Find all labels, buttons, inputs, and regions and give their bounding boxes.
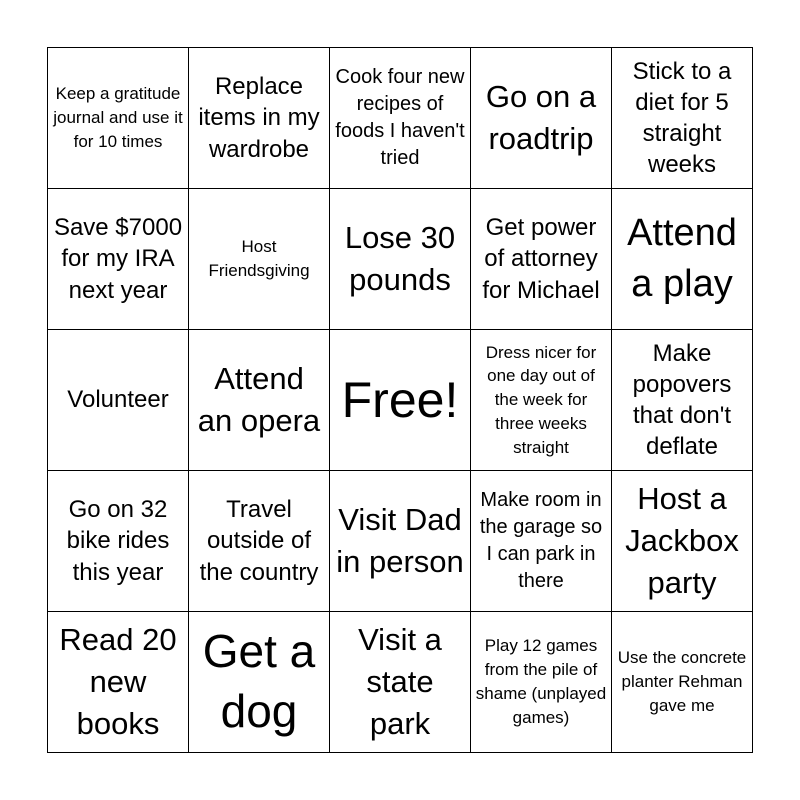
bingo-cell-r1c1[interactable]: Keep a gratitude journal and use it for 10 times bbox=[48, 48, 189, 189]
bingo-cell-r1c4[interactable]: Go on a roadtrip bbox=[471, 48, 612, 189]
bingo-cell-r4c4[interactable]: Make room in the garage so I can park in there bbox=[471, 471, 612, 612]
bingo-cell-free[interactable]: Free! bbox=[330, 330, 471, 471]
bingo-board bbox=[47, 47, 753, 753]
bingo-cell-r5c1[interactable]: Read 20 new books bbox=[48, 612, 189, 753]
bingo-cell-r5c5[interactable]: Use the concrete planter Rehman gave me bbox=[612, 612, 753, 753]
bingo-cell-r5c4[interactable]: Play 12 games from the pile of shame (unplayed games) bbox=[471, 612, 612, 753]
bingo-cell-r4c1[interactable]: Go on 32 bike rides this year bbox=[48, 471, 189, 612]
bingo-cell-r2c3[interactable]: Lose 30 pounds bbox=[330, 189, 471, 330]
bingo-cell-r1c5[interactable]: Stick to a diet for 5 straight weeks bbox=[612, 48, 753, 189]
bingo-cell-r2c4[interactable]: Get power of attorney for Michael bbox=[471, 189, 612, 330]
bingo-cell-r1c2[interactable]: Replace items in my wardrobe bbox=[189, 48, 330, 189]
bingo-cell-r3c1[interactable]: Volunteer bbox=[48, 330, 189, 471]
bingo-cell-r3c5[interactable]: Make popovers that don't deflate bbox=[612, 330, 753, 471]
bingo-cell-r2c2[interactable]: Host Friendsgiving bbox=[189, 189, 330, 330]
bingo-cell-r2c5[interactable]: Attend a play bbox=[612, 189, 753, 330]
bingo-cell-r5c3[interactable]: Visit a state park bbox=[330, 612, 471, 753]
bingo-cell-r3c4[interactable]: Dress nicer for one day out of the week for three weeks straight bbox=[471, 330, 612, 471]
bingo-cell-r4c3[interactable]: Visit Dad in person bbox=[330, 471, 471, 612]
bingo-cell-r3c2[interactable]: Attend an opera bbox=[189, 330, 330, 471]
bingo-cell-r5c2[interactable]: Get a dog bbox=[189, 612, 330, 753]
bingo-cell-r2c1[interactable]: Save $7000 for my IRA next year bbox=[48, 189, 189, 330]
bingo-cell-r4c5[interactable]: Host a Jackbox party bbox=[612, 471, 753, 612]
bingo-cell-r1c3[interactable]: Cook four new recipes of foods I haven't tried bbox=[330, 48, 471, 189]
bingo-cell-r4c2[interactable]: Travel outside of the country bbox=[189, 471, 330, 612]
